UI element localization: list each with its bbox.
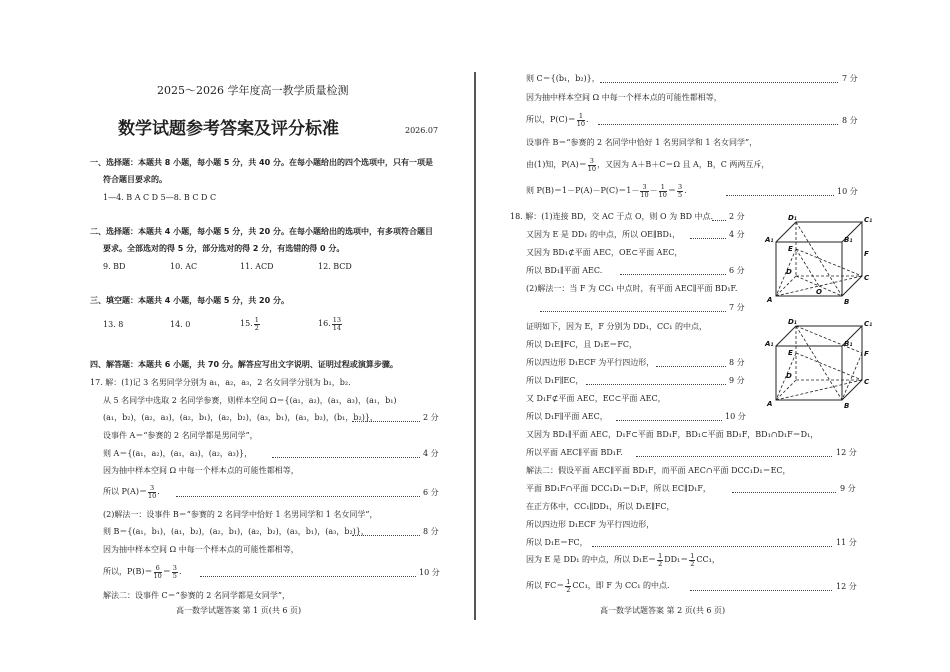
q18-line-14: 解法二：假设平面 AEC∥平面 BD₁F，而平面 AEC∩平面 DCC₁D₁＝EC，	[526, 466, 791, 475]
fig2-label: D	[786, 372, 792, 380]
q17-line-11: 所以，P(B)＝ $\frac{6}{10}$ ＝ $\frac{3}{5}$ .	[103, 563, 182, 580]
fig2-label: A	[767, 400, 773, 408]
section-1-answers: 1—4. B A C D 5—8. B C D C	[103, 193, 217, 202]
leader-dots	[200, 576, 416, 577]
q18-line-6: 证明如下，因为 E，F 分别为 DD₁，CC₁ 的中点，	[526, 322, 708, 331]
fig1-label: C	[864, 274, 870, 282]
score-6: 6 分	[423, 488, 439, 497]
page-footer-1: 高一数学试题答案 第 1 页(共 6 页)	[176, 606, 302, 615]
main-title: 数学试题参考答案及评分标准	[118, 119, 339, 139]
score-6: 6 分	[729, 266, 745, 275]
fig1-label: O	[816, 288, 822, 296]
q17-line-5: 则 A＝{(a₁，a₂)，(a₁，a₃)，(a₂，a₃)}，	[103, 449, 253, 458]
fig1-label: D	[786, 268, 792, 276]
score-7: 7 分	[729, 303, 745, 312]
fig2-label: F	[864, 350, 869, 358]
leader-dots	[592, 546, 832, 547]
score-2: 2 分	[729, 212, 745, 221]
score-8: 8 分	[423, 527, 439, 536]
q18-line-18: 所以 D₁E＝FC，	[526, 538, 588, 547]
leader-dots	[600, 82, 838, 83]
answer-10: 10. AC	[170, 262, 198, 271]
fig2-label: E	[788, 349, 793, 357]
leader-dots	[656, 366, 726, 367]
fig1-label: E	[788, 245, 793, 253]
section-3-title: 三、填空题：本题共 4 小题，每小题 5 分，共 20 分。	[90, 296, 289, 305]
q18-line-16: 在正方体中，CC₁∥DD₁，所以 D₁E∥FC，	[526, 502, 675, 511]
leader-dots	[616, 420, 722, 421]
fig2-label: D₁	[788, 318, 797, 326]
answer-12: 12. BCD	[318, 262, 352, 271]
q18-line-5: (2)解法一：当 F 为 CC₁ 中点时，有平面 AEC∥平面 BD₁F.	[526, 284, 738, 293]
fig1-label: B₁	[844, 236, 853, 244]
fig1-label: A₁	[765, 236, 774, 244]
fig2-label: B₁	[844, 340, 853, 348]
fig2-label: C₁	[864, 320, 873, 328]
r-line-4: 设事件 B＝“参赛的 2 名同学中恰好 1 名男同学和 1 名女同学”，	[526, 138, 758, 147]
exam-title: 2025～2026 学年度高一教学质量检测	[157, 84, 349, 97]
q18-line-17: 所以四边形 D₁ECF 为平行四边形，	[526, 520, 655, 529]
right-page	[480, 0, 950, 672]
left-page	[0, 0, 470, 672]
q18-line-12: 又因为 BD₁∥平面 AEC，D₁F⊂平面 BD₁F，BD₁⊂平面 BD₁F，BD₁∩D₁F＝D₁，	[526, 430, 819, 439]
page-footer-2: 高一数学试题答案 第 2 页(共 6 页)	[600, 606, 726, 615]
section-4-title: 四、解答题：本题共 6 小题，共 70 分。解答应写出文字说明、证明过程或演算步骤。	[90, 360, 398, 369]
section-1-title: 一、选择题：本题共 8 小题，每小题 5 分，共 40 分。在每小题给出的四个选项中，只有一项是	[90, 158, 433, 167]
score-10: 10 分	[837, 187, 858, 196]
leader-dots	[540, 311, 726, 312]
r-line-1: 则 C＝{(b₁，b₂)}，	[526, 74, 600, 83]
score-12: 12 分	[836, 448, 857, 457]
fig1-label: D₁	[788, 214, 797, 222]
fig1-label: C₁	[864, 216, 873, 224]
score-10: 10 分	[419, 568, 440, 577]
leader-dots	[352, 535, 420, 536]
q18-line-20: 所以 FC＝ $\frac{1}{2}$ CC₁，即 F 为 CC₁ 的中点.	[526, 577, 670, 594]
r-line-6: 则 P(B)＝1－P(A)－P(C)＝1－ $\frac{3}{10}$ － $\frac{1}{10}$ ＝ $\frac{3}{5}$ .	[526, 182, 687, 199]
answer-16: 16. $\frac{13}{14}$	[318, 315, 342, 332]
answer-11: 11. ACD	[240, 262, 274, 271]
q17-line-3: (a₁，b₂)，(a₂，a₃)，(a₂，b₁)，(a₂，b₂)，(a₃，b₁)，(a₃，b₂)，(b₁，b₂)}，	[103, 413, 378, 422]
q18-line-3: 又因为 BD₁⊄平面 AEC，OE⊂平面 AEC，	[526, 248, 683, 257]
q17-line-4: 设事件 A＝“参赛的 2 名同学都是男同学”，	[103, 431, 258, 440]
r-line-3: 所以，P(C)＝ $\frac{1}{10}$ .	[526, 111, 589, 128]
answer-15: 15. $\frac{1}{2}$	[240, 315, 259, 332]
leader-dots	[272, 457, 420, 458]
q18-line-8: 所以四边形 D₁ECF 为平行四边形，	[526, 358, 655, 367]
leader-dots	[176, 496, 420, 497]
leader-dots	[598, 124, 838, 125]
leader-dots	[636, 456, 832, 457]
q18-line-2: 又因为 E 是 DD₁ 的中点，所以 OE∥BD₁，	[526, 230, 681, 239]
q17-line-8: (2)解法一：设事件 B＝“参赛的 2 名同学中恰好 1 名男同学和 1 名女同学”，	[103, 510, 378, 519]
score-12: 12 分	[836, 582, 857, 591]
q17-line-10: 因为抽中样本空间 Ω 中每一个样本点的可能性都相等，	[103, 545, 299, 554]
leader-dots	[586, 384, 726, 385]
score-9: 9 分	[729, 376, 745, 385]
q18-line-15: 平面 BD₁F∩平面 DCC₁D₁＝D₁F，所以 EC∥D₁F，	[526, 484, 711, 493]
q18-line-19: 因为 E 是 DD₁ 的中点，所以 D₁E＝ $\frac{1}{2}$ DD₁＝ $\frac{1}{2}$ CC₁，	[526, 551, 720, 568]
score-9: 9 分	[840, 484, 856, 493]
fig2-label: C	[864, 378, 870, 386]
answer-9: 9. BD	[103, 262, 126, 271]
score-4: 4 分	[729, 230, 745, 239]
leader-dots	[690, 238, 726, 239]
q18-line-4: 所以 BD₁∥平面 AEC.	[526, 266, 603, 275]
q17-line-6: 因为抽中样本空间 Ω 中每一个样本点的可能性都相等，	[103, 466, 299, 475]
q18-line-13: 所以平面 AEC∥平面 BD₁F.	[526, 448, 623, 457]
r-line-2: 因为抽中样本空间 Ω 中每一个样本点的可能性都相等，	[526, 93, 722, 102]
fig1-label: F	[864, 250, 869, 258]
score-8: 8 分	[842, 116, 858, 125]
section-2-title-cont: 要求。全部选对的得 5 分，部分选对的得 2 分，有选错的得 0 分。	[103, 244, 345, 253]
section-1-title-cont: 符合题目要求的。	[103, 175, 167, 184]
q18-line-9: 所以 D₁F∥EC，	[526, 376, 584, 385]
score-10: 10 分	[725, 412, 746, 421]
answer-13: 13. 8	[103, 320, 124, 329]
q18-line-7: 所以 D₁E∥FC，且 D₁E＝FC，	[526, 340, 638, 349]
answer-14: 14. 0	[170, 320, 191, 329]
q17-line-1: 17. 解：(1)记 3 名男同学分别为 a₁，a₂，a₃，2 名女同学分别为 b₁，b₂.	[90, 378, 351, 387]
leader-dots	[712, 220, 726, 221]
leader-dots	[620, 274, 726, 275]
fig2-label: A₁	[765, 340, 774, 348]
score-4: 4 分	[423, 449, 439, 458]
cube-figure-2	[764, 312, 876, 412]
q18-line-1: 18. 解：(1)连接 BD，交 AC 于点 O，则 O 为 BD 中点.	[510, 212, 714, 221]
q18-line-10: 又 D₁F⊄平面 AEC，EC⊂平面 AEC，	[526, 394, 666, 403]
cube-figure-1	[764, 208, 876, 308]
q17-line-2: 从 5 名同学中选取 2 名同学参赛，则样本空间 Ω＝{(a₁，a₂)，(a₁，a₃)，(a₁，b₁)	[103, 396, 397, 405]
document-date: 2026.07	[405, 126, 439, 135]
leader-dots	[352, 421, 420, 422]
fig1-label: A	[767, 296, 773, 304]
q18-line-11: 所以 D₁F∥平面 AEC，	[526, 412, 608, 421]
r-line-5: 由(1)知，P(A)＝ $\frac{3}{10}$ ，又因为 A＋B＋C＝Ω 且 A，B，C 两两互斥，	[526, 156, 770, 173]
q17-line-12: 解法二：设事件 C＝“参赛的 2 名同学都是女同学”，	[103, 591, 291, 600]
score-8: 8 分	[729, 358, 745, 367]
q17-line-9: 则 B＝{(a₁，b₁)，(a₁，b₂)，(a₂，b₁)，(a₂，b₂)，(a₃，b₁)，(a₃，b₂)}，	[103, 527, 369, 536]
leader-dots	[690, 590, 832, 591]
score-2: 2 分	[423, 413, 439, 422]
score-11: 11 分	[836, 538, 857, 547]
leader-dots	[726, 195, 834, 196]
leader-dots	[732, 492, 836, 493]
score-7: 7 分	[842, 74, 858, 83]
fig1-label: B	[844, 298, 850, 306]
section-2-title: 二、选择题：本题共 4 小题，每小题 5 分，共 20 分。在每小题给出的选项中，有多项符合题目	[90, 227, 433, 236]
fig2-label: B	[844, 402, 850, 410]
q17-line-7: 所以 P(A)＝ $\frac{3}{10}$ .	[103, 483, 160, 500]
page-divider	[474, 72, 476, 620]
